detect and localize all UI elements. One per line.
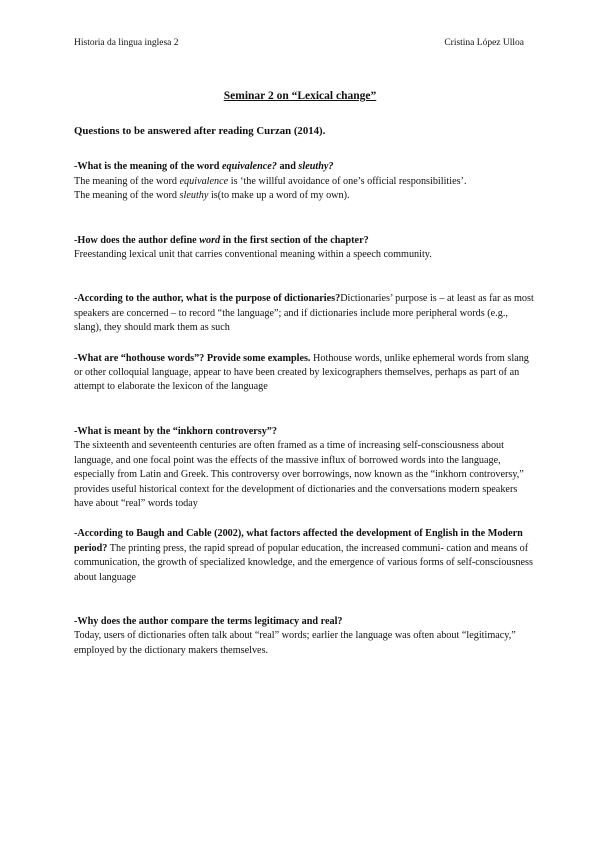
- answer-5: The sixteenth and seventeenth centuries are often framed as a time of increasing self-consciousness about language, and one focal point was the effects of the massive influx of borrowed words into the language, especially from Latin and Greek. This controversy over borrowings, now known as the “inkhorn controversy,” provides useful historical context for the development of dictionaries and the conversations modern speakers have about “real” words today: [74, 440, 524, 509]
- header-course: Historia da lingua inglesa 2: [74, 38, 179, 48]
- page-header: [74, 38, 524, 48]
- question-2: -How does the author define word in the first section of the chapter?: [74, 234, 369, 246]
- term-sleuthy: sleuthy?: [298, 161, 334, 173]
- question-5: -What is meant by the “inkhorn controversy”?: [74, 425, 277, 437]
- question-7: -Why does the author compare the terms legitimacy and real?: [74, 615, 343, 627]
- question-answer-3: -According to the author, what is the purpose of dictionaries?Dictionaries’ purpose is – at least as far as most speakers are concerned – to record “the language”; and if dictionaries include more peripheral words (e.g., slang), they should mark them as such: [74, 293, 534, 334]
- document-body: [74, 124, 534, 658]
- question-answer-4: -What are “hothouse words”? Provide some examples. Hothouse words, unlike ephemeral words from slang or other colloquial language, appear to have been created by lexicographers themselves, perhaps as part of an attempt to elaborate the lexicon of the language: [74, 352, 529, 393]
- answer-2: Freestanding lexical unit that carries conventional meaning within a speech community.: [74, 249, 432, 261]
- question-answer-6: -According to Baugh and Cable (2002), what factors affected the development of English in the Modern period? The printing press, the rapid spread of popular education, the increased communi- cation and means of communication, the growth of specialized knowledge, and the emergence of various forms of self-consciousness about language: [74, 528, 533, 583]
- question-1: -What is the meaning of the word equivalence? and sleuthy?: [74, 161, 334, 173]
- answer-7: Today, users of dictionaries often talk about “real” words; earlier the language was often about “legitimacy,” employed by the dictionary makers themselves.: [74, 630, 516, 656]
- term-equivalence: equivalence?: [222, 161, 277, 173]
- answer-1a: The meaning of the word equivalence is ‘the willful avoidance of one’s official responsibilities’.: [74, 175, 467, 187]
- answer-1b: The meaning of the word sleuthy is(to make up a word of my own).: [74, 190, 350, 202]
- term-word: word: [199, 234, 221, 246]
- document-title: Seminar 2 on “Lexical change”: [223, 90, 377, 102]
- intro-heading: Questions to be answered after reading Curzan (2014).: [74, 125, 326, 137]
- header-author: Cristina López Ulloa: [444, 38, 524, 48]
